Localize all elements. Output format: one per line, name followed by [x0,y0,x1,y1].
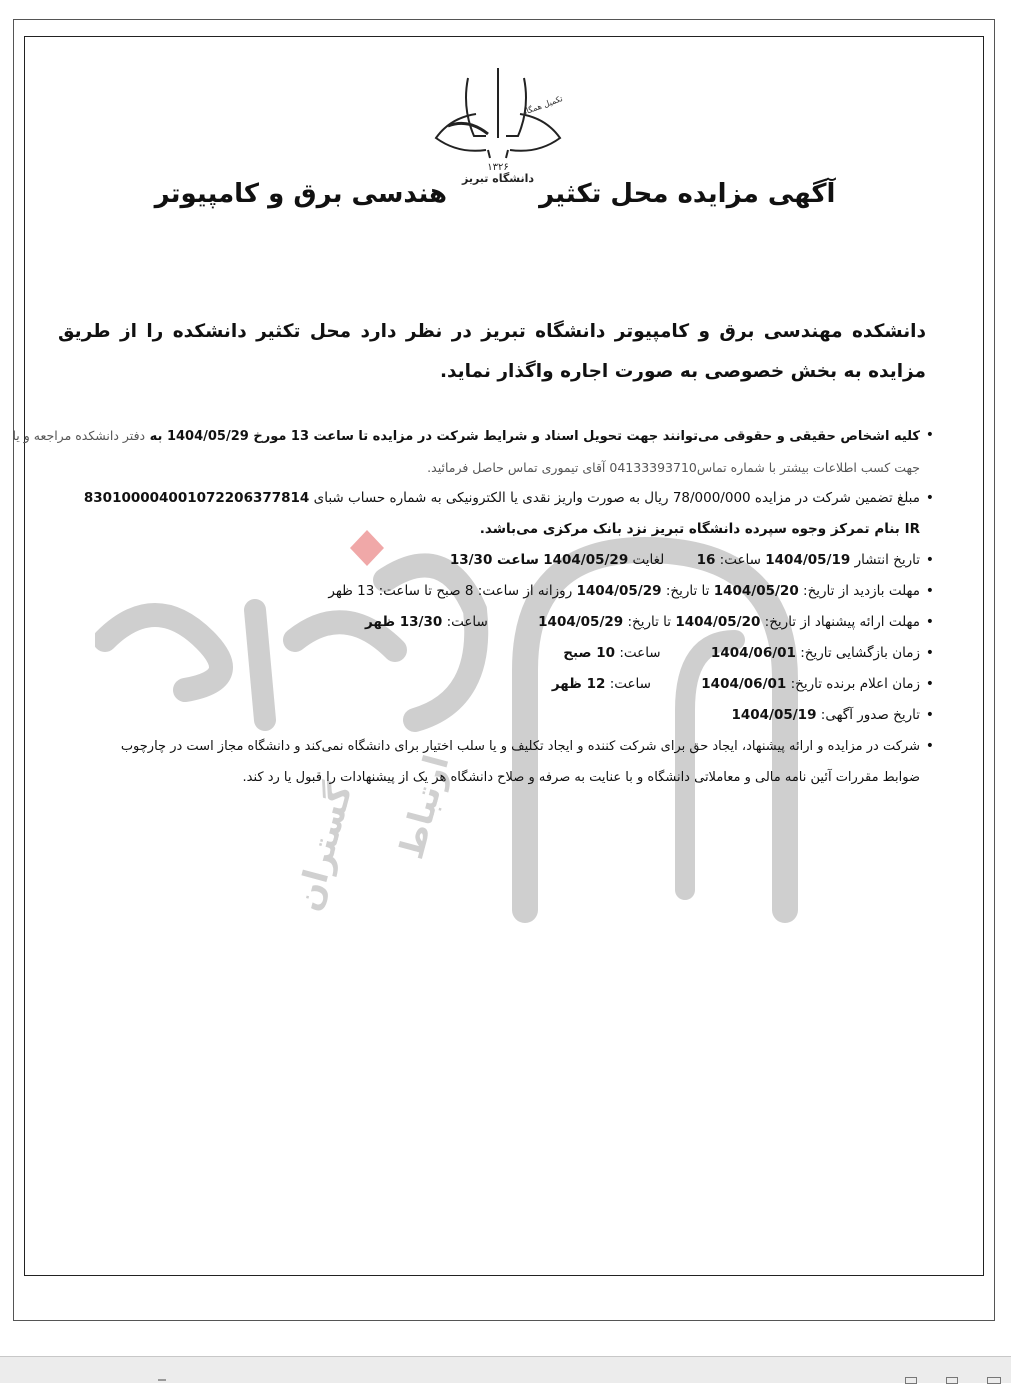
notice-items [12,420,934,793]
scroll-indicator [158,1379,166,1381]
university-logo [428,58,568,186]
item-publish-date: • تاریخ انتشار 1404/05/19 ساعت: 16 لغایت 1404/05/29 ساعت 13/30 [58,545,934,576]
svg-text:تکمیل همگام: تکمیل همگام [520,94,564,118]
maximize-icon[interactable] [946,1377,958,1384]
minimize-icon[interactable] [905,1377,917,1384]
item-opening: • زمان بازگشایی تاریخ: 1404/06/01 ساعت: 10 صبح [58,638,934,669]
svg-text:گستران: گستران [288,779,361,916]
item-visit-period: • مهلت بازدید از تاریخ: 1404/05/20 تا تاریخ: 1404/05/29 روزانه از ساعت: 8 صبح تا ساعت: 13 ظهر [58,576,934,607]
item-deposit: • مبلغ تضمین شرکت در مزایده 78/000/000 ریال به صورت واریز نقدی یا الکترونیکی به شماره حساب شبای 830100004001072206377814 IR بنام تمرکز وجوه سپرده دانشگاه تبریز نزد بانک مرکزی می‌باشد. [58,483,934,545]
item-winner-announce: • زمان اعلام برنده تاریخ: 1404/06/01 ساعت: 12 ظهر [58,669,934,700]
svg-text:۱۳۲۶: ۱۳۲۶ [487,162,509,173]
item-rights: • شرکت در مزایده و ارائه پیشنهاد، ایجاد حق برای شرکت کننده و ایجاد تکلیف و یا سلب اختیار برای دانشگاه نمی‌کند و دانشگاه مجاز است در چارچوب ضوابط مقررات آئین نامه مالی و معاملاتی دانشگاه و با عنایت به صرفه و صلاح دانشگاه هر یک از پیشنهادات را قبول یا رد کند. [58,731,934,793]
svg-text:دانشگاه تبریز: دانشگاه تبریز [461,172,535,185]
item-documents: • کلیه اشخاص حقیقی و حقوقی می‌توانند جهت تحویل اسناد و شرایط شرکت در مزایده تا ساعت 13 مورخ 1404/05/29 به دفتر دانشکده مراجعه و یا جهت کسب اطلاعات بیشتر با شماره تماس04133393710 آقای تیموری تماس حاصل فرمائید. [58,420,934,483]
svg-text:ارتباط: ارتباط [391,750,458,864]
title-part-2: هندسی برق و کامپیوتر [154,179,448,209]
item-issue-date: • تاریخ صدور آگهی: 1404/05/19 [58,700,934,731]
contact-phone: 04133393710 [609,460,697,475]
intro-paragraph: دانشکده مهندسی برق و کامپیوتر دانشگاه تبریز در نظر دارد محل تکثیر دانشکده را از طریق مزایده به بخش خصوصی به صورت اجاره واگذار نماید. [58,321,926,382]
viewer-bottom-bar [0,1356,1011,1383]
notice-title [150,174,840,214]
item-offer-period: • مهلت ارائه پیشنهاد از تاریخ: 1404/05/20 تا تاریخ: 1404/05/29 ساعت: 13/30 ظهر [58,607,934,638]
sheba-number: 830100004001072206377814 [83,490,310,506]
title-part-1: آگهی مزایده محل تکثیر [539,179,836,209]
close-icon[interactable] [987,1377,1001,1384]
